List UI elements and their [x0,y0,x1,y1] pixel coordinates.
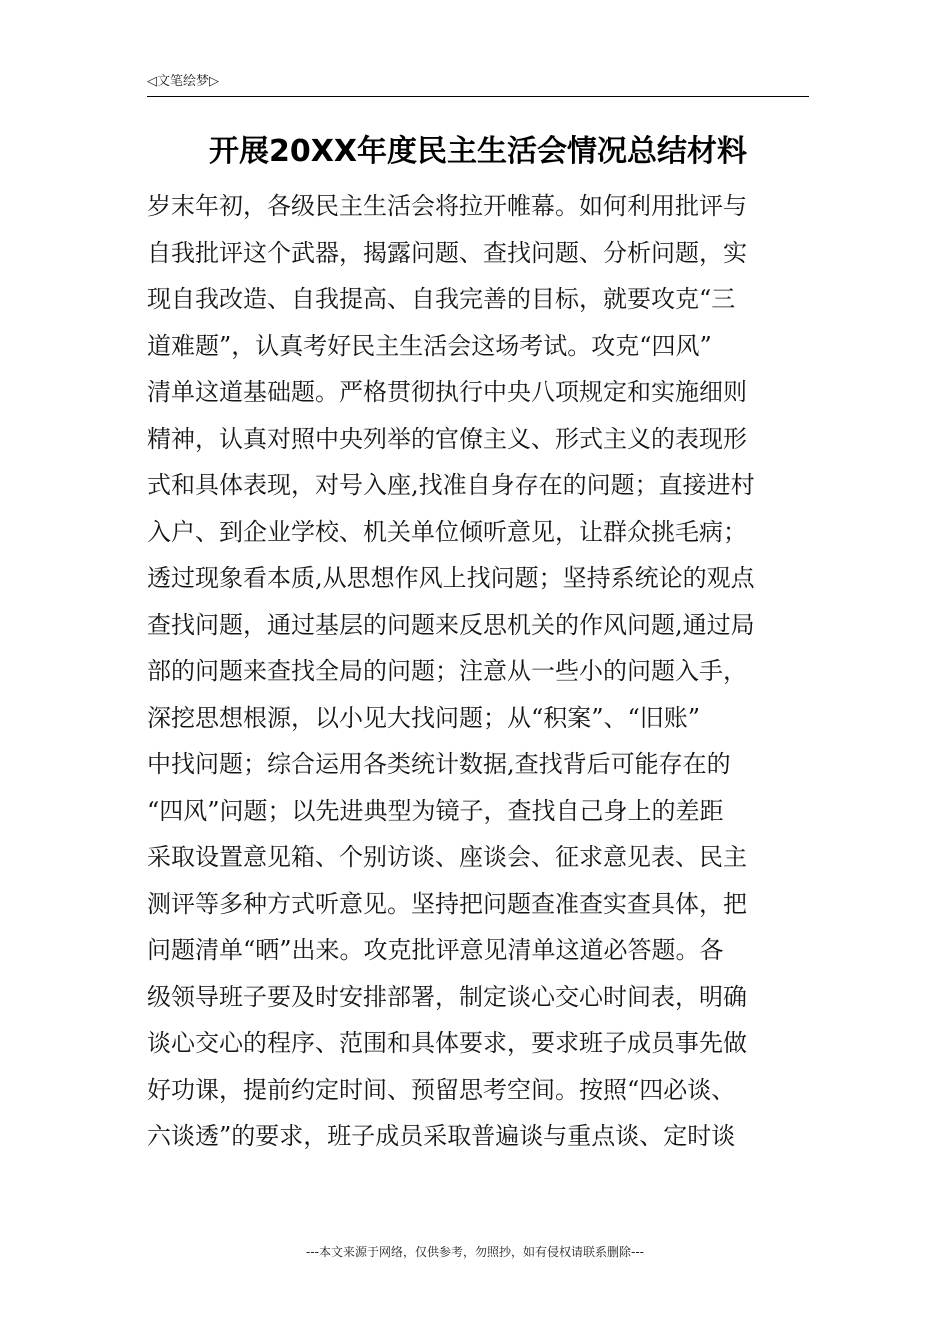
body-text-line: 道难题”，认真考好民主生活会这场考试。攻克“四风” [147,331,712,360]
body-text-line: “四风”问题；以先进典型为镜子，查找自己身上的差距 [147,796,724,825]
body-text-line: 透过现象看本质,从思想作风上找问题；坚持系统论的观点 [147,564,755,592]
body-text-line: 深挖思想根源，以小见大找问题；从“积案”、“旧账” [147,703,701,732]
body-text-line: 精神，认真对照中央列举的官僚主义、形式主义的表现形 [147,424,747,453]
document-title: 开展20XX年度民主生活会情况总结材料 [208,134,747,169]
body-text-line: 问题清单“晒”出来。攻克批评意见清单这道必答题。各 [147,936,724,964]
body-text-line: 查找问题，通过基层的问题来反思机关的作风问题,通过局 [147,610,755,639]
body-text-line: 好功课，提前约定时间、预留思考空间。按照“四必谈、 [147,1075,736,1104]
body-text-line: 岁末年初，各级民主生活会将拉开帷幕。如何利用批评与 [147,192,747,220]
body-text-line: 清单这道基础题。严格贯彻执行中央八项规定和实施细则 [147,378,747,406]
body-text-line: 现自我改造、自我提高、自我完善的目标，就要攻克“三 [147,285,736,313]
page-header [147,72,809,97]
body-text-line: 谈心交心的程序、范围和具体要求，要求班子成员事先做 [147,1029,747,1057]
document-body [147,183,809,1160]
body-text-line: 入户、到企业学校、机关单位倾听意见，让群众挑毛病； [147,517,747,546]
body-text-line: 级领导班子要及时安排部署，制定谈心交心时间表，明确 [147,982,747,1011]
body-text-line: 六谈透”的要求，班子成员采取普遍谈与重点谈、定时谈 [147,1122,736,1150]
body-text-line: 中找问题；综合运用各类统计数据,查找背后可能存在的 [147,750,731,778]
body-text-line: 部的问题来查找全局的问题；注意从一些小的问题入手， [147,657,747,685]
body-text-line: 采取设置意见箱、个别访谈、座谈会、征求意见表、民主 [147,843,747,871]
header-label: ◁文笔绘梦▷ [147,74,219,89]
body-text-line: 自我批评这个武器，揭露问题、查找问题、分析问题，实 [147,238,747,267]
body-text-line: 式和具体表现，对号入座,找准自身存在的问题；直接进村 [147,471,755,499]
body-text-line: 测评等多种方式听意见。坚持把问题查准查实查具体，把 [147,889,747,918]
page-footer: ---本文来源于网络，仅供参考，勿照抄，如有侵权请联系删除--- [306,1245,644,1259]
